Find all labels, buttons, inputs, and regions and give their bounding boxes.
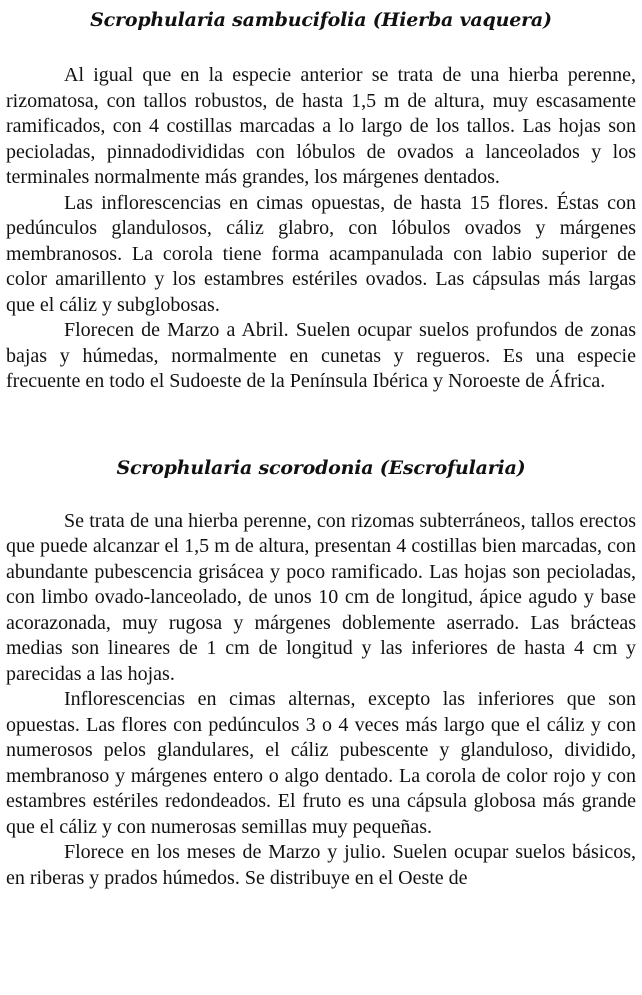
paragraph-inflorescence: Las inflorescencias en cimas opuestas, de hasta 15 flores. Éstas con pedúnculos glandulosos, cáliz glabro, con lóbulos ovados y márgenes membranosos. La corola tiene forma acampanulada con labio superior de color amarillento y los estambres estériles ovados. Las cápsulas más largas que el cáliz y subglobosas.	[6, 191, 636, 316]
section-title-scorodonia: Scrophularia scorodonia (Escrofularia)	[116, 456, 526, 479]
section-title-sambucifolia: Scrophularia sambucifolia (Hierba vaquera)	[90, 9, 552, 31]
paragraph-flowering-habitat: Florecen de Marzo a Abril. Suelen ocupar suelos profundos de zonas bajas y húmedas, normalmente en cunetas y regueros. Es una especie frecuente en todo el Sudoeste de la Península Ibérica y Noroeste de África.	[6, 319, 636, 392]
paragraph-description: Al igual que en la especie anterior se trata de una hierba perenne, rizomatosa, con tallos robustos, de hasta 1,5 m de altura, muy escasamente ramificados, con 4 costillas marcadas a lo largo de los tallos. Las hojas son pecioladas, pinnadodivididas con lóbulos de ovados a lanceolados y los terminales normalmente más grandes, los márgenes dentados.	[6, 64, 636, 188]
paragraph-inflorescence: Inflorescencias en cimas alternas, excepto las inferiores que son opuestas. Las flores con pedúnculos 3 o 4 veces más largo que el cáliz y con numerosos pelos glandulares, el cáliz pubescente y glanduloso, dividido, membranoso y márgenes entero o algo dentado. La corola de color rojo y con estambres estériles redondeados. El fruto es una cápsula globosa más grande que el cáliz y con numerosas semillas muy pequeñas.	[6, 688, 636, 838]
paragraph-description: Se trata de una hierba perenne, con rizomas subterráneos, tallos erectos que puede alcanzar el 1,5 m de altura, presentan 4 costillas bien marcadas, con abundante pubescencia grisácea y poco ramificado. Las hojas son pecioladas, con limbo ovado-lanceolado, de unos 10 cm de longitud, ápice agudo y base acorazonada, muy rugosa y márgenes doblemente aserrado. Las brácteas medias son lineares de 1 cm de longitud y las inferiores de hasta 4 cm y parecidas a las hojas.	[6, 509, 636, 685]
section-body-scorodonia	[6, 509, 636, 892]
document-page	[6, 0, 636, 891]
paragraph-flowering-habitat: Florece en los meses de Marzo y julio. Suelen ocupar suelos básicos, en riberas y prados húmedos. Se distribuye en el Oeste de	[6, 841, 636, 889]
section-body-sambucifolia	[6, 63, 636, 395]
